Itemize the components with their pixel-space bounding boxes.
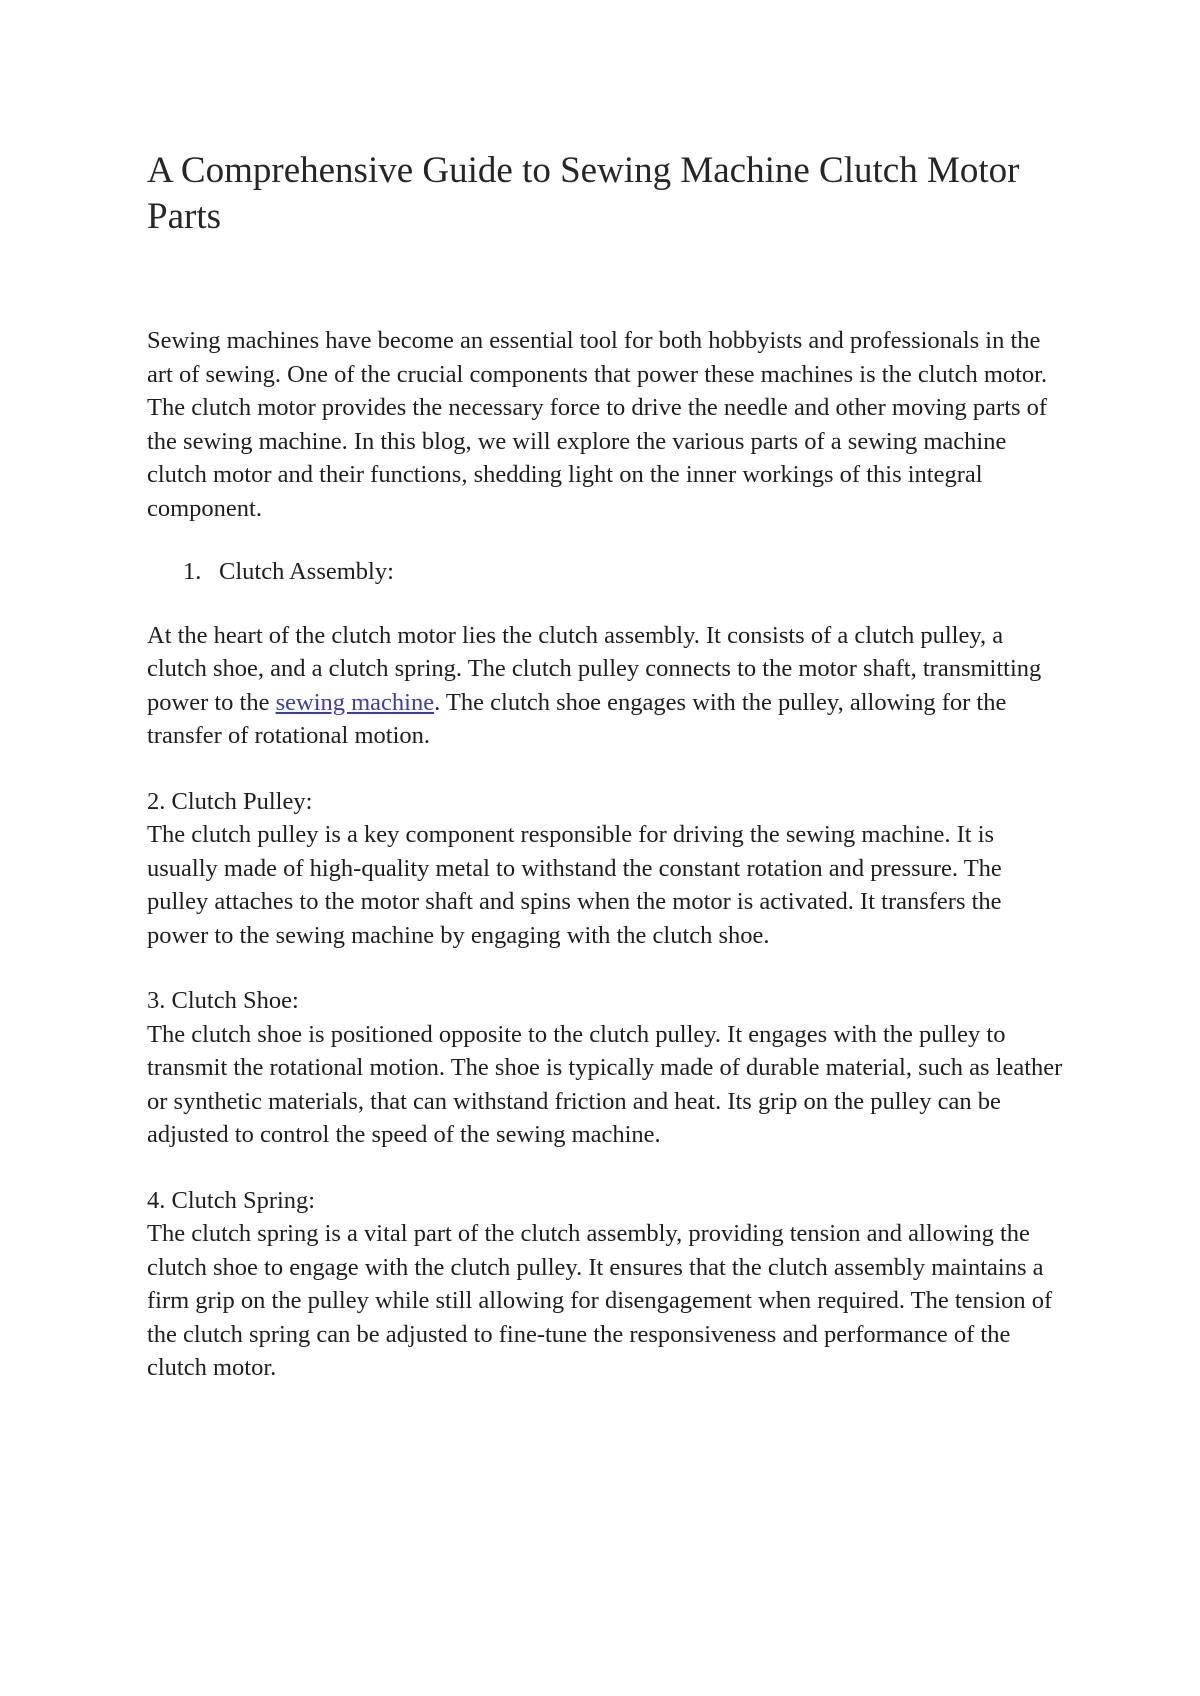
sewing-machine-link[interactable]: sewing machine bbox=[275, 688, 435, 716]
section-1-body-after-link: . The clutch shoe engages with the pulley, allowing for the transfer of rotational motion. bbox=[147, 688, 1007, 749]
section-1-body bbox=[147, 619, 1067, 753]
section-2 bbox=[147, 785, 1067, 953]
section-1-body-before-link: At the heart of the clutch motor lies the clutch assembly. It consists of a clutch pulley, a clutch shoe, and a clutch spring. The clutch pulley connects to the motor shaft, transmitting power to the bbox=[147, 621, 1042, 716]
section-3-body: The clutch shoe is positioned opposite to the clutch pulley. It engages with the pulley to transmit the rotational motion. The shoe is typically made of durable material, such as leather or synthetic materials, that can withstand friction and heat. Its grip on the pulley can be adjusted to control the speed of the sewing machine. bbox=[147, 1020, 1063, 1148]
section-4 bbox=[147, 1184, 1067, 1385]
section-1-heading bbox=[147, 555, 1067, 589]
section-4-heading: 4. Clutch Spring: bbox=[147, 1186, 316, 1214]
document-page bbox=[147, 148, 1067, 1385]
section-2-heading: 2. Clutch Pulley: bbox=[147, 787, 313, 815]
document-title: A Comprehensive Guide to Sewing Machine Clutch Motor Parts bbox=[147, 150, 1020, 237]
section-3 bbox=[147, 984, 1067, 1152]
section-1-heading-text: Clutch Assembly: bbox=[219, 558, 394, 585]
section-3-heading: 3. Clutch Shoe: bbox=[147, 987, 299, 1014]
section-4-body: The clutch spring is a vital part of the clutch assembly, providing tension and allowing the clutch shoe to engage with the clutch pulley. It ensures that the clutch assembly maintains a firm grip on the pulley while still allowing for disengagement when required. The tension of the clutch spring can be adjusted to fine-tune the responsiveness and performance of the clutch motor. bbox=[147, 1220, 1053, 1381]
intro-paragraph: Sewing machines have become an essential tool for both hobbyists and professionals in the art of sewing. One of the crucial components that power these machines is the clutch motor. The clutch motor provides the necessary force to drive the needle and other moving parts of the sewing machine. In this blog, we will explore the various parts of a sewing machine clutch motor and their functions, shedding light on the inner workings of this integral component. bbox=[147, 327, 1048, 522]
section-1-number: 1. bbox=[183, 558, 202, 585]
section-2-body: The clutch pulley is a key component responsible for driving the sewing machine. It is usually made of high-quality metal to withstand the constant rotation and pressure. The pulley attaches to the motor shaft and spins when the motor is activated. It transfers the power to the sewing machine by engaging with the clutch shoe. bbox=[147, 821, 1002, 949]
